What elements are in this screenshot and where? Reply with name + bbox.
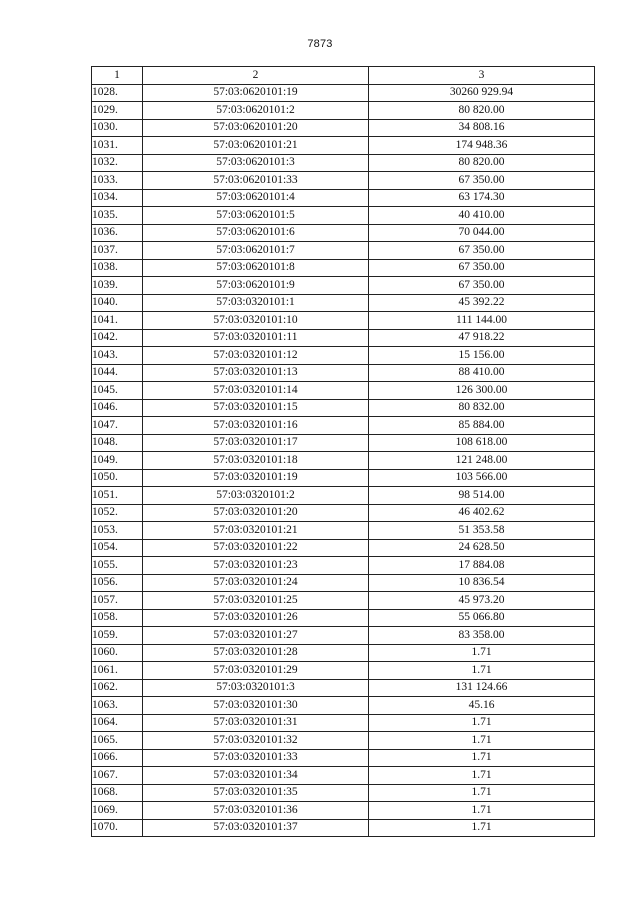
cadastral-id-cell: 57:03:0620101:19 (143, 84, 369, 102)
registry-table (91, 66, 595, 837)
cadastral-id-cell: 57:03:0320101:36 (143, 802, 369, 820)
cadastral-id-cell: 57:03:0620101:9 (143, 277, 369, 295)
value-cell: 67 350.00 (369, 277, 595, 295)
cadastral-id-cell: 57:03:0620101:5 (143, 207, 369, 225)
row-number-cell: 1056. (92, 574, 143, 592)
value-cell: 108 618.00 (369, 434, 595, 452)
table-row (92, 452, 595, 470)
table-row (92, 732, 595, 750)
table-row (92, 784, 595, 802)
row-number-cell: 1068. (92, 784, 143, 802)
value-cell: 1.71 (369, 732, 595, 750)
row-number-cell: 1046. (92, 399, 143, 417)
table-row (92, 154, 595, 172)
table-row (92, 487, 595, 505)
table-row (92, 434, 595, 452)
row-number-cell: 1051. (92, 487, 143, 505)
row-number-cell: 1050. (92, 469, 143, 487)
row-number-cell: 1035. (92, 207, 143, 225)
value-cell: 30260 929.94 (369, 84, 595, 102)
cadastral-id-cell: 57:03:0620101:2 (143, 102, 369, 120)
cadastral-id-cell: 57:03:0620101:6 (143, 224, 369, 242)
row-number-cell: 1032. (92, 154, 143, 172)
cadastral-id-cell: 57:03:0320101:2 (143, 487, 369, 505)
row-number-cell: 1028. (92, 84, 143, 102)
value-cell: 121 248.00 (369, 452, 595, 470)
row-number-cell: 1041. (92, 312, 143, 330)
value-cell: 46 402.62 (369, 504, 595, 522)
cadastral-id-cell: 57:03:0620101:20 (143, 119, 369, 137)
cadastral-id-cell: 57:03:0320101:33 (143, 749, 369, 767)
row-number-cell: 1063. (92, 697, 143, 715)
table-row (92, 189, 595, 207)
value-cell: 131 124.66 (369, 679, 595, 697)
row-number-cell: 1045. (92, 382, 143, 400)
cadastral-id-cell: 57:03:0320101:1 (143, 294, 369, 312)
cadastral-id-cell: 57:03:0320101:24 (143, 574, 369, 592)
table-row (92, 802, 595, 820)
cadastral-id-cell: 57:03:0320101:19 (143, 469, 369, 487)
row-number-cell: 1058. (92, 609, 143, 627)
row-number-cell: 1054. (92, 539, 143, 557)
row-number-cell: 1042. (92, 329, 143, 347)
value-cell: 80 832.00 (369, 399, 595, 417)
cadastral-id-cell: 57:03:0320101:10 (143, 312, 369, 330)
table-row (92, 102, 595, 120)
table-row (92, 539, 595, 557)
table-row (92, 417, 595, 435)
value-cell: 70 044.00 (369, 224, 595, 242)
value-cell: 1.71 (369, 714, 595, 732)
cadastral-id-cell: 57:03:0320101:14 (143, 382, 369, 400)
value-cell: 1.71 (369, 819, 595, 837)
row-number-cell: 1069. (92, 802, 143, 820)
row-number-cell: 1049. (92, 452, 143, 470)
cadastral-id-cell: 57:03:0320101:26 (143, 609, 369, 627)
page-number: 7873 (307, 38, 333, 50)
value-cell: 17 884.08 (369, 557, 595, 575)
cadastral-id-cell: 57:03:0320101:31 (143, 714, 369, 732)
cadastral-id-cell: 57:03:0320101:37 (143, 819, 369, 837)
table-row (92, 557, 595, 575)
row-number-cell: 1052. (92, 504, 143, 522)
value-cell: 10 836.54 (369, 574, 595, 592)
table-row (92, 242, 595, 260)
cadastral-id-cell: 57:03:0320101:32 (143, 732, 369, 750)
table-row (92, 644, 595, 662)
value-cell: 55 066.80 (369, 609, 595, 627)
cadastral-id-cell: 57:03:0320101:29 (143, 662, 369, 680)
cadastral-id-cell: 57:03:0320101:11 (143, 329, 369, 347)
row-number-cell: 1034. (92, 189, 143, 207)
cadastral-id-cell: 57:03:0320101:22 (143, 539, 369, 557)
row-number-cell: 1048. (92, 434, 143, 452)
cadastral-id-cell: 57:03:0620101:7 (143, 242, 369, 260)
row-number-cell: 1038. (92, 259, 143, 277)
table-row (92, 224, 595, 242)
row-number-cell: 1053. (92, 522, 143, 540)
row-number-cell: 1067. (92, 767, 143, 785)
value-cell: 80 820.00 (369, 154, 595, 172)
table-row (92, 574, 595, 592)
value-cell: 45.16 (369, 697, 595, 715)
row-number-cell: 1062. (92, 679, 143, 697)
value-cell: 1.71 (369, 802, 595, 820)
cadastral-id-cell: 57:03:0320101:3 (143, 679, 369, 697)
cadastral-id-cell: 57:03:0320101:20 (143, 504, 369, 522)
column-header-number: 1 (92, 67, 143, 85)
cadastral-id-cell: 57:03:0620101:8 (143, 259, 369, 277)
cadastral-id-cell: 57:03:0320101:35 (143, 784, 369, 802)
table-row (92, 662, 595, 680)
row-number-cell: 1059. (92, 627, 143, 645)
table-row (92, 259, 595, 277)
table-row (92, 767, 595, 785)
cadastral-id-cell: 57:03:0320101:23 (143, 557, 369, 575)
table-row (92, 119, 595, 137)
row-number-cell: 1066. (92, 749, 143, 767)
value-cell: 67 350.00 (369, 259, 595, 277)
row-number-cell: 1036. (92, 224, 143, 242)
row-number-cell: 1057. (92, 592, 143, 610)
column-header-cadastral-id: 2 (143, 67, 369, 85)
row-number-cell: 1047. (92, 417, 143, 435)
table-row (92, 592, 595, 610)
table-row (92, 277, 595, 295)
row-number-cell: 1070. (92, 819, 143, 837)
cadastral-id-cell: 57:03:0320101:28 (143, 644, 369, 662)
cadastral-id-cell: 57:03:0620101:21 (143, 137, 369, 155)
table-row (92, 137, 595, 155)
value-cell: 47 918.22 (369, 329, 595, 347)
value-cell: 45 392.22 (369, 294, 595, 312)
row-number-cell: 1055. (92, 557, 143, 575)
cadastral-id-cell: 57:03:0320101:30 (143, 697, 369, 715)
column-header-value: 3 (369, 67, 595, 85)
table-header-row (92, 67, 595, 85)
table-row (92, 749, 595, 767)
row-number-cell: 1031. (92, 137, 143, 155)
value-cell: 63 174.30 (369, 189, 595, 207)
table-row (92, 347, 595, 365)
cadastral-id-cell: 57:03:0320101:12 (143, 347, 369, 365)
table-row (92, 714, 595, 732)
value-cell: 51 353.58 (369, 522, 595, 540)
table-row (92, 504, 595, 522)
value-cell: 85 884.00 (369, 417, 595, 435)
row-number-cell: 1064. (92, 714, 143, 732)
value-cell: 1.71 (369, 784, 595, 802)
value-cell: 34 808.16 (369, 119, 595, 137)
value-cell: 83 358.00 (369, 627, 595, 645)
cadastral-id-cell: 57:03:0320101:15 (143, 399, 369, 417)
row-number-cell: 1030. (92, 119, 143, 137)
value-cell: 15 156.00 (369, 347, 595, 365)
table-row (92, 679, 595, 697)
table-body (92, 84, 595, 837)
table-row (92, 364, 595, 382)
value-cell: 126 300.00 (369, 382, 595, 400)
row-number-cell: 1040. (92, 294, 143, 312)
row-number-cell: 1060. (92, 644, 143, 662)
table-row (92, 207, 595, 225)
table-row (92, 609, 595, 627)
table-row (92, 627, 595, 645)
cadastral-id-cell: 57:03:0620101:33 (143, 172, 369, 190)
cadastral-id-cell: 57:03:0320101:18 (143, 452, 369, 470)
table-row (92, 84, 595, 102)
cadastral-id-cell: 57:03:0320101:34 (143, 767, 369, 785)
table-row (92, 469, 595, 487)
table-row (92, 172, 595, 190)
row-number-cell: 1033. (92, 172, 143, 190)
cadastral-id-cell: 57:03:0320101:21 (143, 522, 369, 540)
value-cell: 40 410.00 (369, 207, 595, 225)
cadastral-id-cell: 57:03:0620101:3 (143, 154, 369, 172)
value-cell: 1.71 (369, 644, 595, 662)
value-cell: 111 144.00 (369, 312, 595, 330)
row-number-cell: 1037. (92, 242, 143, 260)
cadastral-id-cell: 57:03:0320101:13 (143, 364, 369, 382)
value-cell: 1.71 (369, 662, 595, 680)
value-cell: 88 410.00 (369, 364, 595, 382)
table-row (92, 697, 595, 715)
cadastral-id-cell: 57:03:0620101:4 (143, 189, 369, 207)
table-row (92, 522, 595, 540)
cadastral-id-cell: 57:03:0320101:25 (143, 592, 369, 610)
row-number-cell: 1039. (92, 277, 143, 295)
table-row (92, 819, 595, 837)
row-number-cell: 1061. (92, 662, 143, 680)
cadastral-id-cell: 57:03:0320101:16 (143, 417, 369, 435)
value-cell: 45 973.20 (369, 592, 595, 610)
value-cell: 1.71 (369, 749, 595, 767)
value-cell: 80 820.00 (369, 102, 595, 120)
value-cell: 24 628.50 (369, 539, 595, 557)
value-cell: 174 948.36 (369, 137, 595, 155)
cadastral-id-cell: 57:03:0320101:27 (143, 627, 369, 645)
value-cell: 67 350.00 (369, 172, 595, 190)
cadastral-id-cell: 57:03:0320101:17 (143, 434, 369, 452)
table-row (92, 399, 595, 417)
table-row (92, 294, 595, 312)
value-cell: 98 514.00 (369, 487, 595, 505)
value-cell: 103 566.00 (369, 469, 595, 487)
table-row (92, 382, 595, 400)
value-cell: 1.71 (369, 767, 595, 785)
row-number-cell: 1029. (92, 102, 143, 120)
row-number-cell: 1065. (92, 732, 143, 750)
table-row (92, 312, 595, 330)
row-number-cell: 1043. (92, 347, 143, 365)
table-row (92, 329, 595, 347)
value-cell: 67 350.00 (369, 242, 595, 260)
row-number-cell: 1044. (92, 364, 143, 382)
